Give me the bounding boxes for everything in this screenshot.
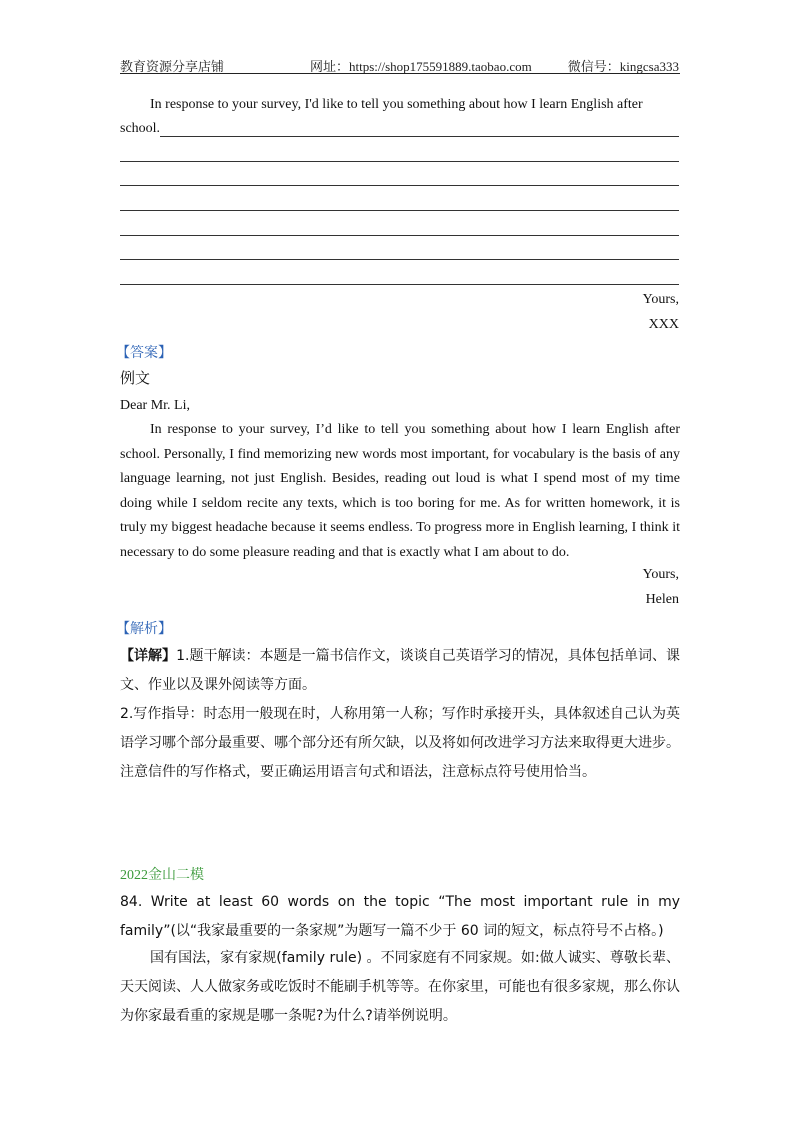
header-url: 网址：https://shop175591889.taobao.com [310, 59, 532, 74]
prompt-school: school. [120, 121, 161, 136]
prompt-signature: XXX [648, 317, 679, 332]
analysis-point-2: 2.写作指导：时态用一般现在时，人称用第一人称；写作时承接开头，具体叙述自己认为英语学习哪个部分最重要、哪个部分还有所欠缺，以及将如何改进学习方法来取得更大进步。注意信件的写作格式，要正确运用语言句式和语法，注意标点符号使用恰当。 [120, 706, 680, 780]
letter-closing: Yours, [642, 567, 679, 582]
prompt-first-line: In response to your survey, I'd like to tell you something about how I learn English after [150, 97, 643, 112]
point-1-text: 1.题干解读：本题是一篇书信作文，谈谈自己英语学习的情况，具体包括单词、课文、作业以及课外阅读等方面。 [120, 648, 681, 693]
answer-line [120, 259, 679, 260]
analysis-point-1 [120, 642, 680, 700]
answer-line [160, 136, 679, 137]
header-wechat: 微信号：kingcsa333 [567, 59, 679, 74]
answer-line [120, 235, 679, 236]
question-source: 2022金山二模 [120, 868, 204, 883]
answer-line [120, 284, 679, 285]
detail-label: 【详解】 [120, 648, 177, 664]
answer-label: 【答案】 [116, 345, 172, 361]
answer-line [120, 185, 679, 186]
question-prompt: 84. Write at least 60 words on the topic “The most important rule in my family”(以“我家最重要的一条家规”为题写一篇不少于 60 词的短文，标点符号不占格。) [120, 894, 680, 939]
answer-line [120, 210, 679, 211]
sample-label: 例文 [120, 369, 151, 387]
answer-line [120, 161, 679, 162]
letter-signature: Helen [645, 592, 679, 607]
letter-greeting: Dear Mr. Li, [120, 398, 190, 413]
question-description: 国有国法，家有家规(family rule) 。不同家庭有不同家规。如:做人诚实、尊敬长辈、天天阅读、人人做家务或吃饭时不能刷手机等等。在你家里，可能也有很多家规，那么你认为你家最看重的家规是哪一条呢?为什么?请举例说明。 [120, 950, 680, 1024]
letter-body: In response to your survey, I’d like to tell you something about how I learn English after school. Personally, I find memorizing new words most important, for vocabulary is the basis of any language learning, not just English. Besides, reading out loud is what I spend most of my time doing while I seldom recite any texts, which is too boring for me. As for written homework, it is truly my biggest headache because it seems endless. To progress more in English learning, I think it necessary to do some pleasure reading and that is exactly what I am about to do. [120, 422, 680, 560]
header-divider [120, 73, 680, 74]
header-shop-name: 教育资源分享店铺 [120, 59, 225, 74]
analysis-label: 【解析】 [116, 621, 172, 637]
prompt-closing: Yours, [642, 292, 679, 307]
